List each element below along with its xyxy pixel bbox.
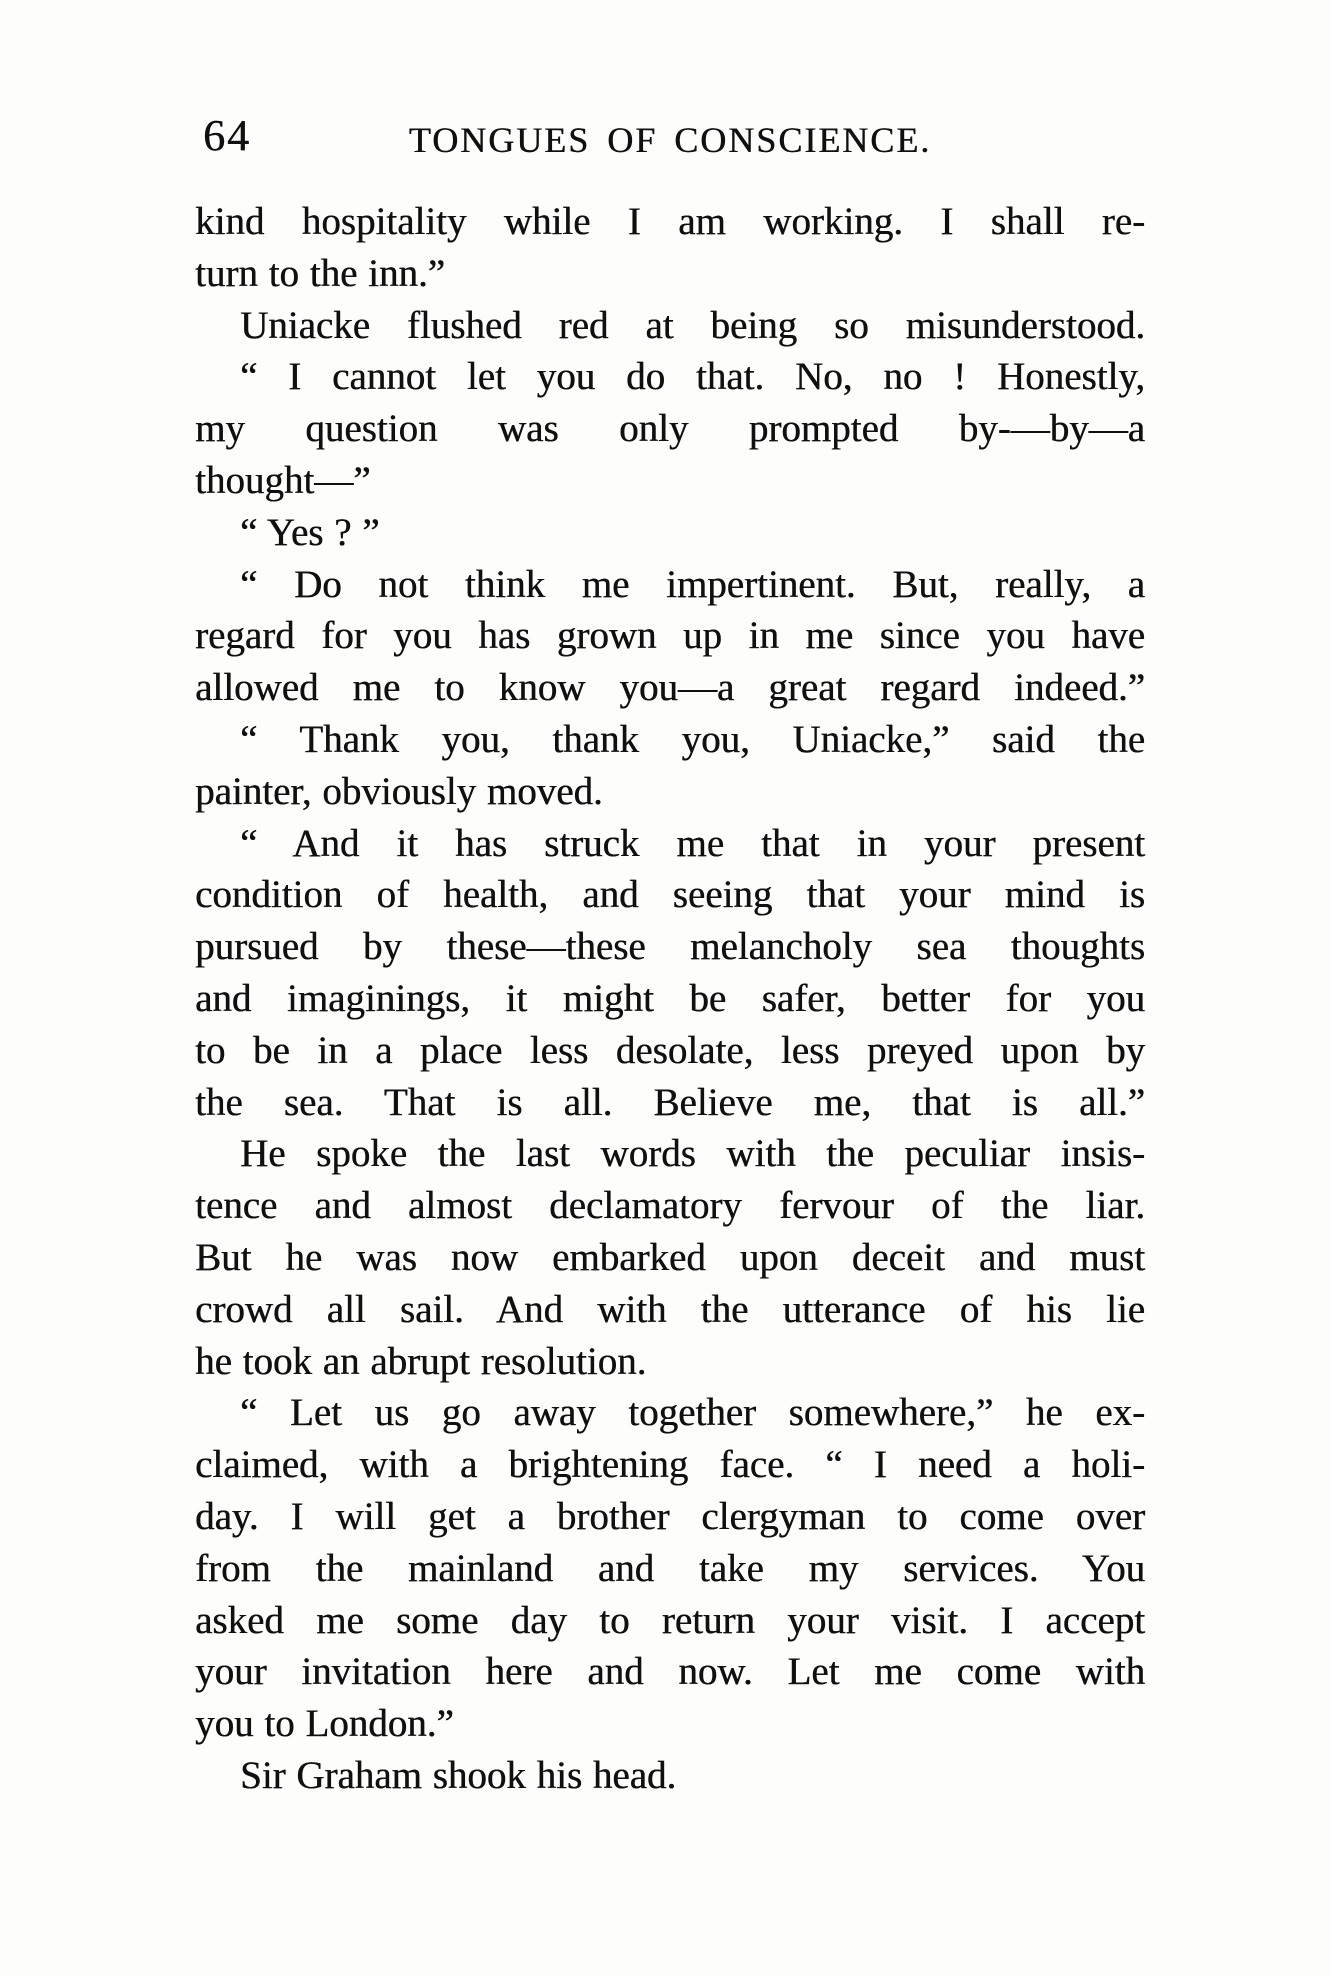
text-line: your invitation here and now. Let me come with (195, 1650, 1145, 1694)
text-line: “ Yes ? ” (240, 510, 380, 554)
text-line: “ Thank you, thank you, Uniacke,” said the (240, 717, 1145, 761)
text-line: he took an abrupt resolution. (195, 1339, 647, 1383)
text-line: “ Do not think me impertinent. But, really, a (240, 562, 1145, 606)
text-line: you to London.” (195, 1702, 454, 1746)
text-line: painter, obviously moved. (195, 769, 603, 813)
text-line: But he was now embarked upon deceit and must (195, 1235, 1145, 1279)
text-line: regard for you has grown up in me since you have (195, 614, 1145, 658)
text-line: and imaginings, it might be safer, better for you (195, 976, 1145, 1020)
text-line: from the mainland and take my services. You (195, 1546, 1145, 1590)
text-line: Uniacke flushed red at being so misunderstood. (240, 303, 1145, 347)
text-line: to be in a place less desolate, less preyed upon by (195, 1028, 1145, 1072)
text-line: “ And it has struck me that in your present (240, 821, 1145, 865)
text-line: turn to the inn.” (195, 251, 445, 295)
text-line: pursued by these—these melancholy sea thoughts (195, 925, 1145, 969)
page-header (195, 108, 1145, 168)
page-number: 64 (203, 111, 251, 160)
text-line: He spoke the last words with the peculiar insis- (240, 1132, 1145, 1176)
text-line: condition of health, and seeing that your mind is (195, 873, 1145, 917)
text-line: kind hospitality while I am working. I shall re- (195, 200, 1145, 243)
text-line: thought—” (195, 458, 371, 502)
body-text (195, 196, 1145, 1802)
text-line: allowed me to know you—a great regard indeed.” (195, 666, 1145, 710)
text-line: Sir Graham shook his head. (240, 1753, 677, 1797)
text-line: the sea. That is all. Believe me, that is all.” (195, 1080, 1145, 1124)
text-line: crowd all sail. And with the utterance of his lie (195, 1287, 1145, 1331)
text-line: “ Let us go away together somewhere,” he ex- (240, 1391, 1145, 1435)
text-line: claimed, with a brightening face. “ I need a holi- (195, 1443, 1145, 1487)
text-line: my question was only prompted by-—by—a (195, 407, 1145, 451)
text-line: asked me some day to return your visit. I accept (195, 1598, 1145, 1642)
text-line: tence and almost declamatory fervour of the liar. (195, 1184, 1145, 1228)
running-title: TONGUES OF CONSCIENCE. (408, 120, 932, 160)
text-line: “ I cannot let you do that. No, no ! Honestly, (240, 355, 1145, 399)
text-line: day. I will get a brother clergyman to come over (195, 1494, 1145, 1538)
